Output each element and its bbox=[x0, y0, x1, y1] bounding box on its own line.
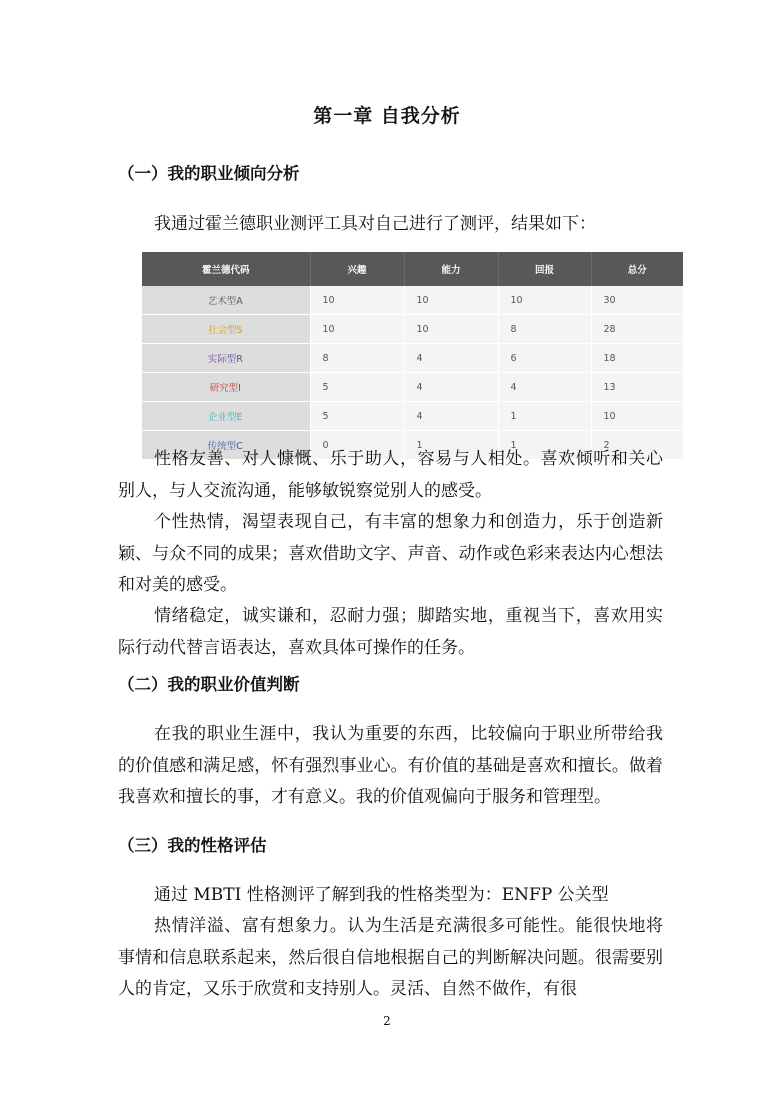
reward-value: 8 bbox=[498, 315, 591, 344]
reward-value: 1 bbox=[498, 402, 591, 431]
type-code: 艺术型A bbox=[142, 286, 310, 315]
total-value: 13 bbox=[591, 373, 683, 402]
ability-value: 4 bbox=[404, 344, 498, 373]
holland-results-table bbox=[142, 252, 684, 460]
table-row bbox=[142, 315, 683, 344]
total-value: 10 bbox=[591, 402, 683, 431]
table-row bbox=[142, 344, 683, 373]
interest-value: 8 bbox=[310, 344, 404, 373]
interest-value: 10 bbox=[310, 286, 404, 315]
ability-value: 10 bbox=[404, 286, 498, 315]
ability-value: 4 bbox=[404, 402, 498, 431]
section-heading-personality-assessment: （三）我的性格评估 bbox=[118, 836, 267, 855]
holland-intro-paragraph: 我通过霍兰德职业测评工具对自己进行了测评，结果如下： bbox=[154, 214, 596, 234]
type-code: 企业型E bbox=[142, 402, 310, 431]
header-reward: 回报 bbox=[498, 252, 591, 286]
chapter-title: 第一章 自我分析 bbox=[313, 105, 461, 127]
table-row bbox=[142, 286, 683, 315]
personality-paragraph-2: 个性热情，渴望表现自己，有丰富的想象力和创造力，乐于创造新颖、与众不同的成果；喜欢借助文字、声音、动作或色彩来表达内心想法和对美的感受。 bbox=[118, 512, 663, 595]
interest-value: 5 bbox=[310, 402, 404, 431]
ability-value: 4 bbox=[404, 373, 498, 402]
interest-value: 5 bbox=[310, 373, 404, 402]
reward-value: 6 bbox=[498, 344, 591, 373]
total-value: 2 bbox=[591, 431, 683, 460]
personality-paragraph-1: 性格友善、对人慷慨、乐于助人，容易与人相处。喜欢倾听和关心别人，与人交流沟通，能够敏锐察觉别人的感受。 bbox=[118, 449, 663, 501]
total-value: 28 bbox=[591, 315, 683, 344]
section-heading-career-tendency: （一）我的职业倾向分析 bbox=[118, 164, 300, 183]
interest-value: 0 bbox=[310, 431, 404, 460]
reward-value: 1 bbox=[498, 431, 591, 460]
table-row bbox=[142, 373, 683, 402]
interest-value: 10 bbox=[310, 315, 404, 344]
table-row bbox=[142, 402, 683, 431]
header-ability: 能力 bbox=[404, 252, 498, 286]
type-code: 实际型R bbox=[142, 344, 310, 373]
header-interest: 兴趣 bbox=[310, 252, 404, 286]
personality-paragraph-3: 情绪稳定，诚实谦和，忍耐力强；脚踏实地，重视当下，喜欢用实际行动代替言语表达，喜欢具体可操作的任务。 bbox=[118, 606, 663, 658]
mbti-description-paragraph: 热情洋溢、富有想象力。认为生活是充满很多可能性。能很快地将事情和信息联系起来，然后很自信地根据自己的判断解决问题。很需要别人的肯定，又乐于欣赏和支持别人。灵活、自然不做作，有很 bbox=[118, 916, 663, 999]
total-value: 18 bbox=[591, 344, 683, 373]
ability-value: 10 bbox=[404, 315, 498, 344]
career-values-paragraph: 在我的职业生涯中，我认为重要的东西，比较偏向于职业所带给我的价值感和满足感，怀有强烈事业心。有价值的基础是喜欢和擅长。做着我喜欢和擅长的事，才有意义。我的价值观偏向于服务和管理型。 bbox=[118, 724, 663, 807]
header-total: 总分 bbox=[591, 252, 683, 286]
reward-value: 10 bbox=[498, 286, 591, 315]
page-number: 2 bbox=[383, 1014, 391, 1028]
total-value: 30 bbox=[591, 286, 683, 315]
mbti-result-paragraph: 通过 MBTI 性格测评了解到我的性格类型为：ENFP 公关型 bbox=[154, 885, 609, 905]
table-header-row bbox=[142, 252, 683, 286]
type-code: 社会型S bbox=[142, 315, 310, 344]
type-code: 研究型I bbox=[142, 373, 310, 402]
reward-value: 4 bbox=[498, 373, 591, 402]
ability-value: 1 bbox=[404, 431, 498, 460]
section-heading-career-values: （二）我的职业价值判断 bbox=[118, 675, 300, 694]
header-code: 霍兰德代码 bbox=[142, 252, 310, 286]
type-code: 传统型C bbox=[142, 431, 310, 460]
